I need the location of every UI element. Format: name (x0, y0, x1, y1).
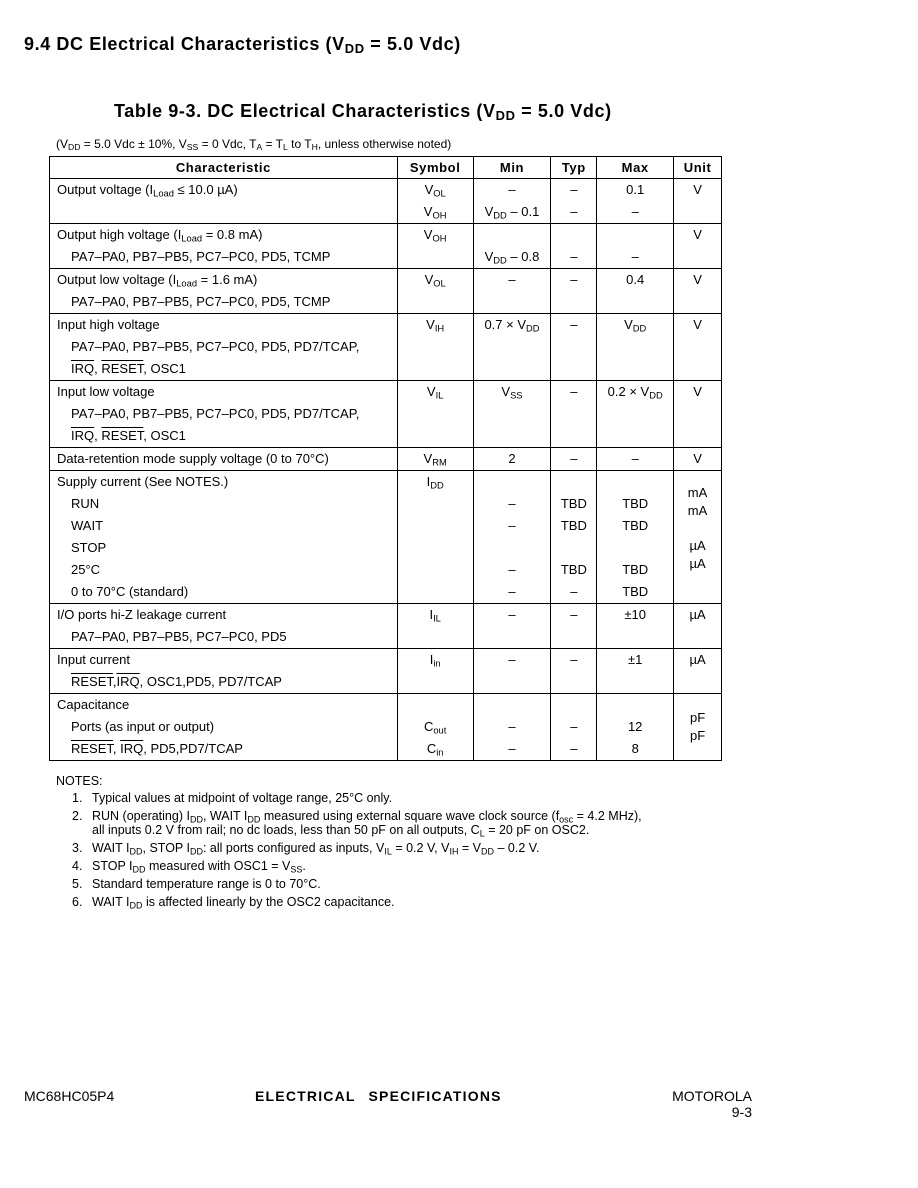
footer-publisher (662, 1088, 752, 1120)
dc-characteristics-table (49, 156, 722, 761)
section-title: 9.4 DC Electrical Characteristics ($V_{DD} = 5.0$ Vdc) (24, 34, 461, 57)
table-row-input-high-voltage (50, 314, 722, 381)
cell-typ: – (551, 381, 597, 448)
cell-unit: V (674, 179, 722, 224)
cell-max: ±1 (597, 649, 674, 694)
cell-min: $V_{SS}$ (473, 381, 551, 448)
notes-section (56, 772, 642, 913)
cell-max: – (597, 448, 674, 471)
table-row-output-high-voltage (50, 224, 722, 269)
cell-min: 2 (473, 448, 551, 471)
cell-unit: mA mA µA µA (674, 471, 722, 604)
table-title: Table 9-3. DC Electrical Characteristics ($V_{DD} = 5.0$ Vdc) (114, 101, 612, 124)
footer-part-number: MC68HC05P4 (24, 1088, 115, 1104)
header-min: Min (473, 157, 551, 179)
cell-characteristic: Input current $RESET,\overline{IRQ}$, OSC1,PD5, PD7/TCAP (50, 649, 398, 694)
cell-max: ±10 (597, 604, 674, 649)
cell-typ: – (551, 314, 597, 381)
cell-unit: V (674, 224, 722, 269)
cell-symbol: $I_{IL}$ (397, 604, 473, 649)
cell-characteristic: Output low voltage ($I_{Load} = 1.6$ mA) PA7–PA0, PB7–PB5, PC7–PC0, PD5, TCMP (50, 269, 398, 314)
cell-symbol: $V_{IH}$ (397, 314, 473, 381)
note-3: 3. WAIT $I_{DD}$, STOP $I_{DD}$: all ports configured as inputs, $V_{IL} = 0.2$ V, $V_{IH} = V_{DD} - 0.2$ V. (72, 841, 540, 857)
cell-typ: TBD TBD TBD – (551, 471, 597, 604)
cell-unit: µA (674, 649, 722, 694)
table-row-io-leakage-current (50, 604, 722, 649)
table-row-output-low-voltage (50, 269, 722, 314)
table-header-row (50, 157, 722, 179)
cell-characteristic: Output voltage ($I_{Load} \le 10.0$ µA) (50, 179, 398, 224)
cell-symbol: $V_{OL}$ $V_{OH}$ (397, 179, 473, 224)
cell-min: – – – – (473, 471, 551, 604)
cell-characteristic: Output high voltage ($I_{Load} = 0.8$ mA) PA7–PA0, PB7–PB5, PC7–PC0, PD5, TCMP (50, 224, 398, 269)
note-2: 2. RUN (operating) $I_{DD}$, WAIT $I_{DD}$ measured using external square wave clock source ($f_{osc} = 4.2$ MHz), all inputs 0.2 V from rail; no dc loads, less than 50 pF on all outputs, $C_L = 20$ pF on OSC2. (72, 809, 642, 839)
cell-max: $0.2 \times V_{DD}$ (597, 381, 674, 448)
cell-typ: – – (551, 179, 597, 224)
cell-typ: – – (551, 694, 597, 761)
header-max: Max (597, 157, 674, 179)
cell-min: – (473, 269, 551, 314)
cell-symbol: $V_{OL}$ (397, 269, 473, 314)
cell-symbol: $V_{OH}$ (397, 224, 473, 269)
header-typ: Typ (551, 157, 597, 179)
header-symbol: Symbol (397, 157, 473, 179)
footer-chapter-title: ELECTRICAL SPECIFICATIONS (255, 1088, 502, 1104)
cell-unit: pF pF (674, 694, 722, 761)
cell-characteristic: Data-retention mode supply voltage (0 to 70°C) (50, 448, 398, 471)
cell-typ: – (551, 649, 597, 694)
cell-unit: V (674, 448, 722, 471)
cell-max: – (597, 224, 674, 269)
cell-characteristic: Capacitance Ports (as input or output) RESET, $\overline{IRQ}$, PD5,PD7/TCAP (50, 694, 398, 761)
cell-symbol: $I_{in}$ (397, 649, 473, 694)
cell-min: – – (473, 694, 551, 761)
cell-max: 0.1 – (597, 179, 674, 224)
cell-unit: V (674, 314, 722, 381)
cell-unit: V (674, 269, 722, 314)
cell-characteristic: Supply current (See NOTES.) RUN WAIT STOP 25°C 0 to 70°C (standard) (50, 471, 398, 604)
cell-min: – $V_{DD} - 0.1$ (473, 179, 551, 224)
cell-max: 12 8 (597, 694, 674, 761)
cell-min: – (473, 649, 551, 694)
note-5: 5. Standard temperature range is 0 to 70°C. (72, 877, 321, 891)
cell-typ: – (551, 448, 597, 471)
cell-symbol: $I_{DD}$ (397, 471, 473, 604)
footer-company: MOTOROLA (672, 1088, 752, 1104)
cell-max: $V_{DD}$ (597, 314, 674, 381)
cell-symbol: $V_{IL}$ (397, 381, 473, 448)
cell-symbol: $C_{out}$ $C_{in}$ (397, 694, 473, 761)
header-characteristic: Characteristic (50, 157, 398, 179)
cell-symbol: $V_{RM}$ (397, 448, 473, 471)
cell-unit: V (674, 381, 722, 448)
table-row-data-retention (50, 448, 722, 471)
table-row-output-voltage (50, 179, 722, 224)
cell-min: $0.7 \times V_{DD}$ (473, 314, 551, 381)
table-row-input-current (50, 649, 722, 694)
cell-max: TBD TBD TBD TBD (597, 471, 674, 604)
cell-typ: – (551, 269, 597, 314)
cell-min: – (473, 604, 551, 649)
note-4: 4. STOP $I_{DD}$ measured with $OSC1 = V_{SS}$. (72, 859, 306, 875)
cell-characteristic: Input low voltage PA7–PA0, PB7–PB5, PC7–PC0, PD5, PD7/TCAP, $\overline{IRQ}$, RESET, OSC1 (50, 381, 398, 448)
table-row-input-low-voltage (50, 381, 722, 448)
cell-typ: – (551, 224, 597, 269)
cell-max: 0.4 (597, 269, 674, 314)
cell-min: $V_{DD} - 0.8$ (473, 224, 551, 269)
table-row-capacitance (50, 694, 722, 761)
cell-typ: – (551, 604, 597, 649)
cell-characteristic: I/O ports hi-Z leakage current PA7–PA0, PB7–PB5, PC7–PC0, PD5 (50, 604, 398, 649)
note-6: 6. WAIT $I_{DD}$ is affected linearly by the OSC2 capacitance. (72, 895, 395, 911)
note-1: 1. Typical values at midpoint of voltage range, 25°C only. (72, 791, 393, 805)
notes-heading: NOTES: (56, 774, 103, 788)
cell-characteristic: Input high voltage PA7–PA0, PB7–PB5, PC7–PC0, PD5, PD7/TCAP, $\overline{IRQ}$, RESET, OSC1 (50, 314, 398, 381)
footer-page-number: 9-3 (731, 1104, 752, 1120)
header-unit: Unit (674, 157, 722, 179)
test-conditions: ($V_{DD} = 5.0$ Vdc ± 10%, $V_{SS} = 0$ Vdc, $T_A = T_L$ to $T_H$, unless otherwise noted) (56, 137, 452, 153)
table-row-supply-current (50, 471, 722, 604)
cell-unit: µA (674, 604, 722, 649)
